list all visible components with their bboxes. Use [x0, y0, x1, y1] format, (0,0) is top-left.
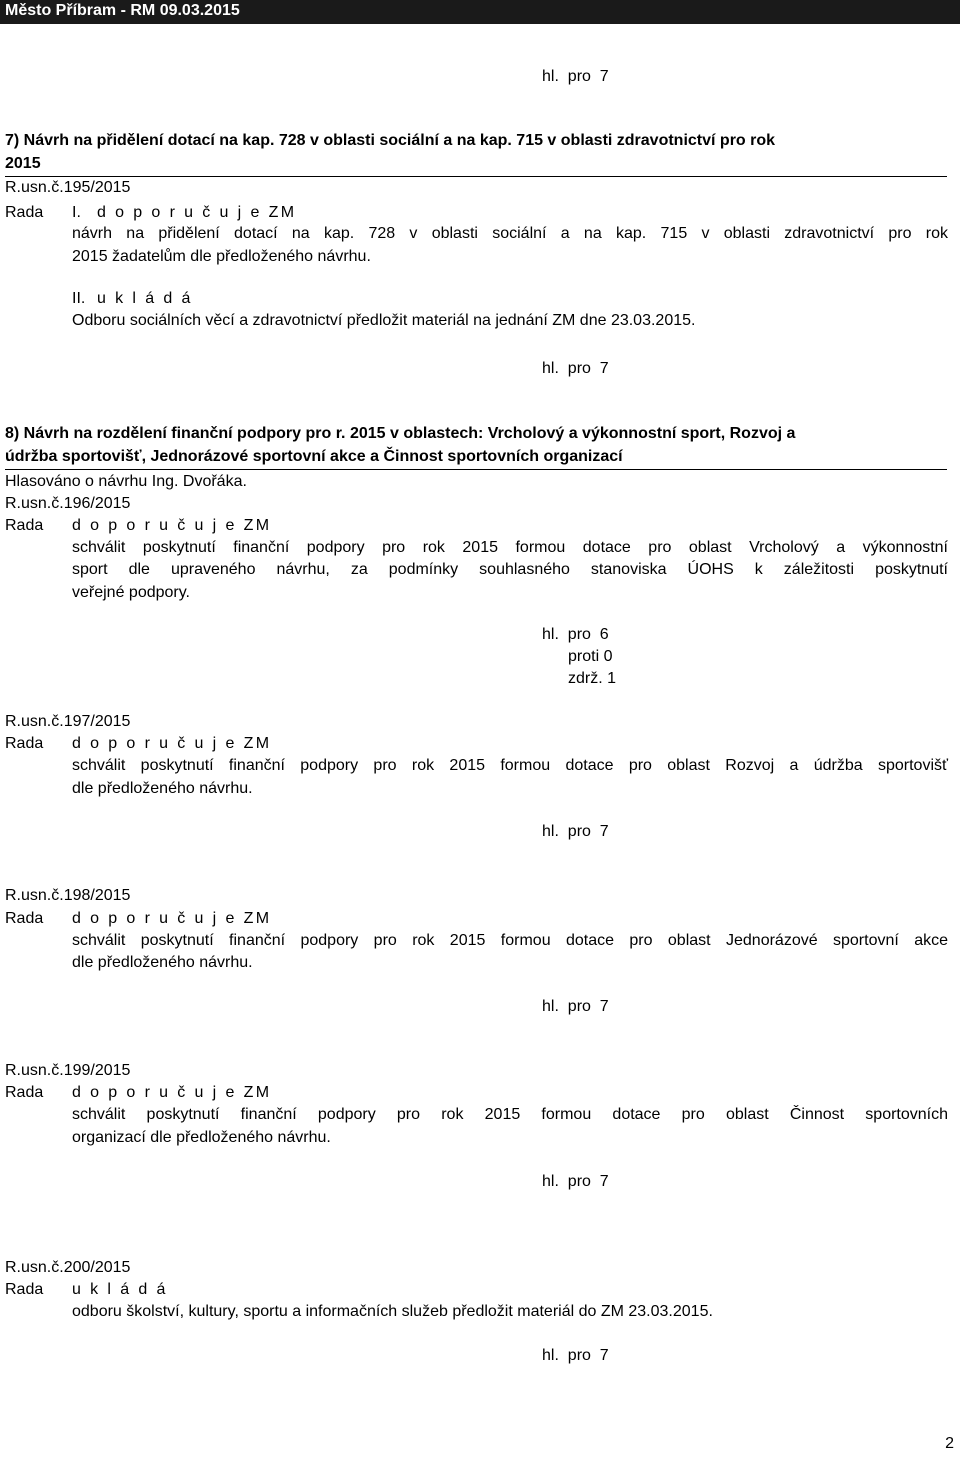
vote-result: hl. pro 7 — [542, 998, 609, 1015]
resolution-text: dle předloženého návrhu. — [72, 780, 253, 797]
page-number: 2 — [945, 1435, 954, 1452]
vote-result: hl. pro 7 — [542, 68, 609, 85]
resolution-text: sport dle upraveného návrhu, za podmínky souhlasného stanoviska ÚOHS k záležitosti poskytnutí — [72, 561, 948, 578]
vote-against: proti 0 — [568, 648, 613, 665]
resolution-text: veřejné podpory. — [72, 584, 190, 601]
resolution-text: schválit poskytnutí finanční podpory pro rok 2015 formou dotace pro oblast Jednorázové sportovní akce — [72, 932, 948, 949]
resolution-text: organizací dle předloženého návrhu. — [72, 1129, 331, 1146]
vote-for: hl. pro 6 — [542, 626, 609, 643]
document-header-bar — [0, 0, 960, 24]
section-divider — [5, 176, 947, 177]
resolution-number: R.usn.č.200/2015 — [5, 1259, 131, 1276]
section-8-title-line1: 8) Návrh na rozdělení finanční podpory pro r. 2015 v oblastech: Vrcholový a výkonnostní sport, Rozvoj a — [5, 425, 796, 442]
rada-label: Rada — [5, 735, 44, 752]
rada-label: Rada — [5, 517, 44, 534]
resolution-text: schválit poskytnutí finanční podpory pro rok 2015 formou dotace pro oblast Činnost sportovních — [72, 1106, 948, 1123]
resolution-number: R.usn.č.198/2015 — [5, 887, 131, 904]
vote-abstain: zdrž. 1 — [568, 670, 617, 687]
resolution-verb: d o p o r u č u j e ZM — [72, 517, 272, 534]
resolution-verb: d o p o r u č u j e ZM — [97, 204, 297, 221]
resolution-text: schválit poskytnutí finanční podpory pro rok 2015 formou dotace pro oblast Vrcholový a výkonnostní — [72, 539, 948, 556]
section-7-title-line1: 7) Návrh na přidělení dotací na kap. 728 v oblasti sociální a na kap. 715 v oblasti zdravotnictví pro rok — [5, 132, 776, 149]
resolution-text: schválit poskytnutí finanční podpory pro rok 2015 formou dotace pro oblast Rozvoj a údržba sportovišť — [72, 757, 948, 774]
resolution-number: R.usn.č.196/2015 — [5, 495, 131, 512]
document-title: Město Příbram - RM 09.03.2015 — [5, 2, 240, 19]
section-divider — [5, 469, 947, 470]
rada-label: Rada — [5, 1281, 44, 1298]
resolution-verb: d o p o r u č u j e ZM — [72, 1084, 272, 1101]
resolution-verb: u k l á d á — [97, 290, 193, 307]
resolution-text: 2015 žadatelům dle předloženého návrhu. — [72, 248, 371, 265]
resolution-number: R.usn.č.195/2015 — [5, 179, 131, 196]
resolution-verb: d o p o r u č u j e ZM — [72, 735, 272, 752]
resolution-verb: u k l á d á — [72, 1281, 168, 1298]
vote-result: hl. pro 7 — [542, 1347, 609, 1364]
resolution-text: návrh na přidělení dotací na kap. 728 v oblasti sociální a na kap. 715 v oblasti zdravotnictví pro rok — [72, 225, 948, 242]
voting-note: Hlasováno o návrhu Ing. Dvořáka. — [5, 473, 247, 490]
resolution-number: R.usn.č.197/2015 — [5, 713, 131, 730]
resolution-text: dle předloženého návrhu. — [72, 954, 253, 971]
section-8-title-line2: údržba sportovišť, Jednorázové sportovní akce a Činnost sportovních organizací — [5, 448, 623, 465]
part-number: I. — [72, 204, 81, 221]
resolution-verb: d o p o r u č u j e ZM — [72, 910, 272, 927]
resolution-number: R.usn.č.199/2015 — [5, 1062, 131, 1079]
rada-label: Rada — [5, 204, 44, 221]
vote-result: hl. pro 7 — [542, 823, 609, 840]
resolution-text: odboru školství, kultury, sportu a informačních služeb předložit materiál do ZM 23.03.2015. — [72, 1303, 713, 1320]
rada-label: Rada — [5, 910, 44, 927]
rada-label: Rada — [5, 1084, 44, 1101]
section-7-title-line2: 2015 — [5, 155, 41, 172]
resolution-text: Odboru sociálních věcí a zdravotnictví předložit materiál na jednání ZM dne 23.03.2015. — [72, 312, 696, 329]
part-number: II. — [72, 290, 86, 307]
vote-result: hl. pro 7 — [542, 360, 609, 377]
vote-result: hl. pro 7 — [542, 1173, 609, 1190]
